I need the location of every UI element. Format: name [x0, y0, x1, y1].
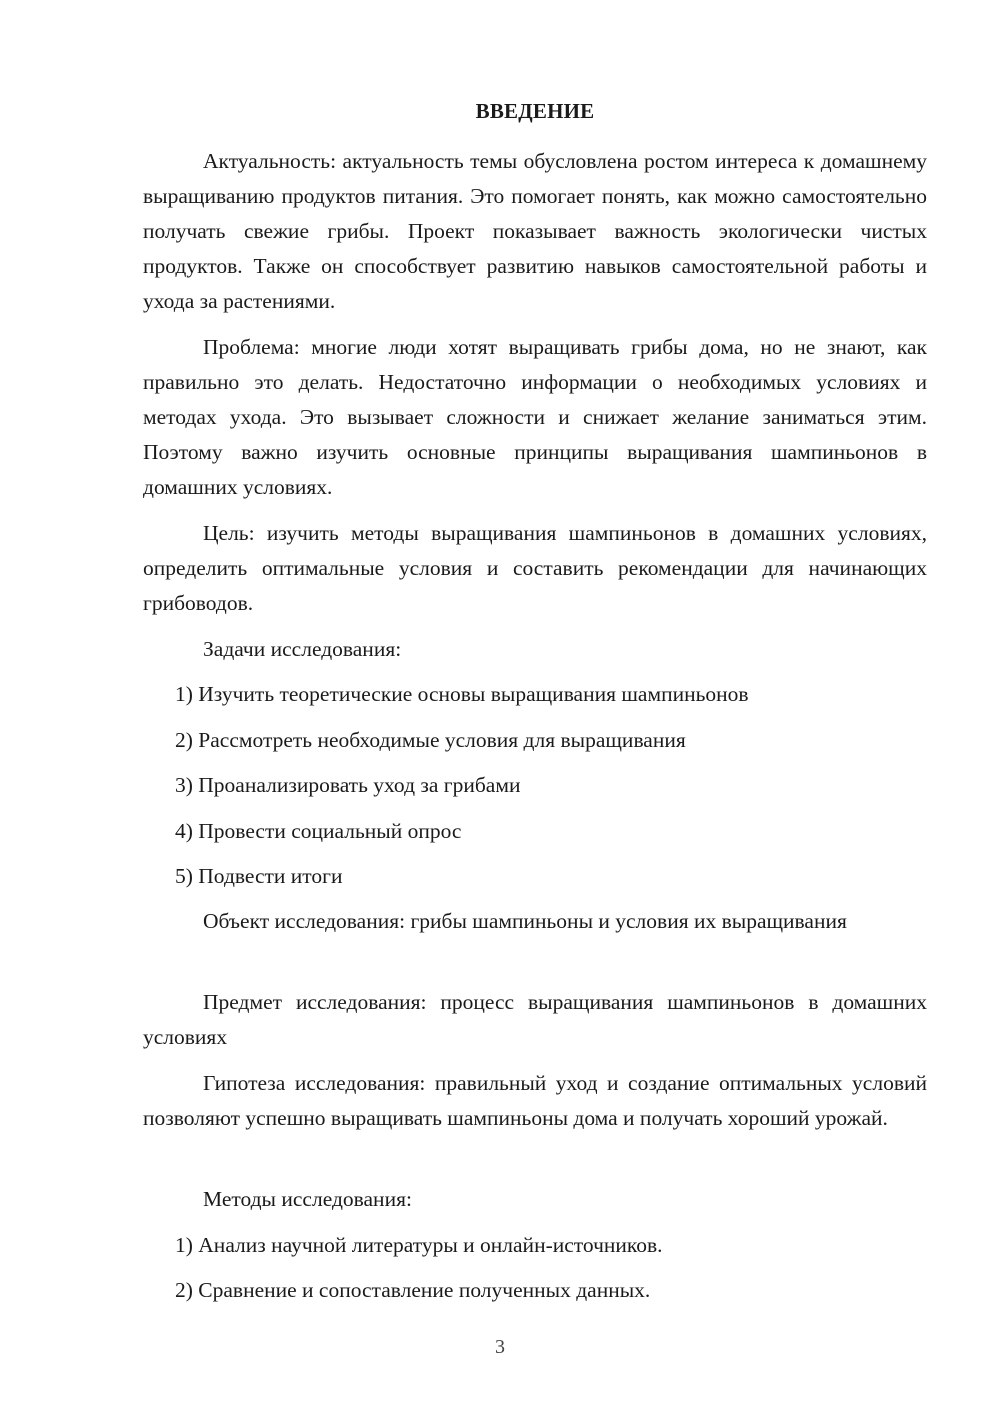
- goal-paragraph: Цель: изучить методы выращивания шампиньонов в домашних условиях, определить оптимальные условия и составить рекомендации для начинающих грибоводов.: [143, 521, 927, 615]
- tasks-title: Задачи исследования:: [203, 637, 402, 661]
- list-item: 2) Рассмотреть необходимые условия для выращивания: [175, 728, 686, 752]
- list-item: 1) Изучить теоретические основы выращивания шампиньонов: [175, 682, 749, 706]
- object-paragraph: Объект исследования: грибы шампиньоны и условия их выращивания: [203, 909, 847, 933]
- hypothesis-paragraph: Гипотеза исследования: правильный уход и создание оптимальных условий позволяют успешно выращивать шампиньоны дома и получать хороший урожай.: [143, 1071, 927, 1130]
- page-title: ВВЕДЕНИЕ: [475, 99, 595, 123]
- relevance-paragraph: Актуальность: актуальность темы обусловлена ростом интереса к домашнему выращиванию продуктов питания. Это помогает понять, как можно самостоятельно получать свежие грибы. Проект показывает важность экологически чистых продуктов. Также он способствует развитию навыков самостоятельной работы и ухода за растениями.: [143, 149, 927, 313]
- list-item: 1) Анализ научной литературы и онлайн-источников.: [175, 1233, 663, 1257]
- list-item: 5) Подвести итоги: [175, 864, 343, 888]
- page-number: 3: [495, 1336, 505, 1358]
- subject-paragraph: Предмет исследования: процесс выращивания шампиньонов в домашних условиях: [143, 990, 927, 1049]
- problem-paragraph: Проблема: многие люди хотят выращивать грибы дома, но не знают, как правильно это делать. Недостаточно информации о необходимых условиях и методах ухода. Это вызывает сложности и снижает желание заниматься этим. Поэтому важно изучить основные принципы выращивания шампиньонов в домашних условиях.: [143, 335, 927, 499]
- list-item: 3) Проанализировать уход за грибами: [175, 773, 521, 797]
- list-item: 2) Сравнение и сопоставление полученных данных.: [175, 1278, 651, 1302]
- list-item: 4) Провести социальный опрос: [175, 819, 462, 843]
- methods-title: Методы исследования:: [203, 1187, 412, 1211]
